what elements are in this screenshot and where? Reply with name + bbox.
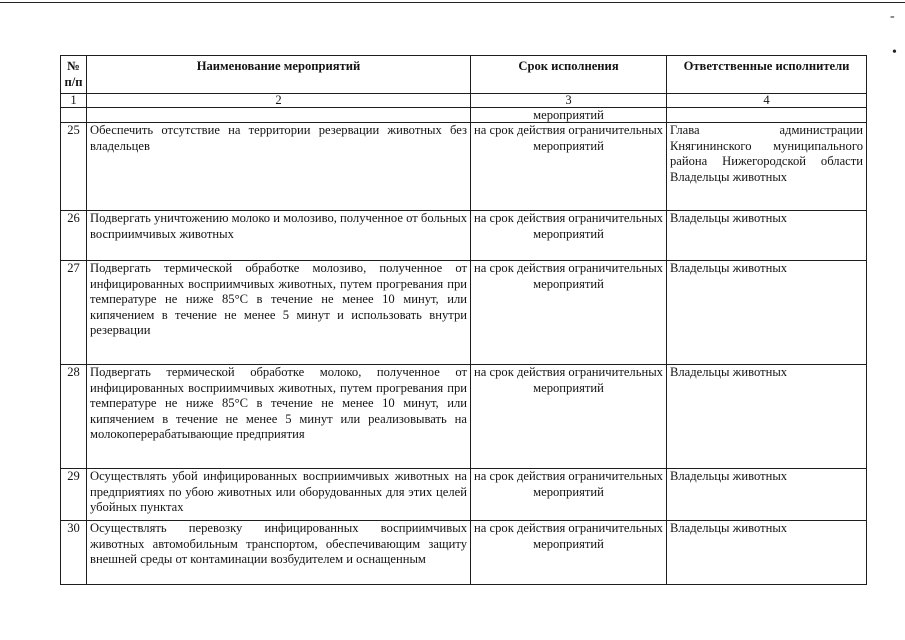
continuation-responsible <box>667 108 867 123</box>
row-responsible: Владельцы животных <box>667 261 867 365</box>
row-measure: Подвергать термической обработке молозиво, полученное от инфицированных восприимчивых животных, путем прогревания при температуре не ниже 85°C в течение не менее 10 минут, или кипячением в течение не менее 5 минут и использовать внутри резервации <box>87 261 471 365</box>
measures-table <box>60 55 867 585</box>
column-number: 4 <box>667 94 867 108</box>
row-term: на срок действия ограничительных мероприятий <box>471 261 667 365</box>
row-responsible: Глава администрации Княгининского муниципального района Нижегородской области Владельцы животных <box>667 123 867 211</box>
row-number: 26 <box>61 211 87 261</box>
row-measure: Подвергать уничтожению молоко и молозиво, полученное от больных восприимчивых животных <box>87 211 471 261</box>
row-responsible: Владельцы животных <box>667 365 867 469</box>
table-row <box>61 521 867 585</box>
table-row <box>61 123 867 211</box>
row-term: на срок действия ограничительных мероприятий <box>471 211 667 261</box>
row-measure <box>87 521 471 585</box>
row-measure-text: Осуществлять перевозку инфицированных восприимчивых животных автомобильным транспортом, обеспечивающим защиту внешней среды от контаминации возбудителем и оснащенным <box>90 521 467 567</box>
row-term: на срок действия ограничительных мероприятий <box>471 123 667 211</box>
continuation-name <box>87 108 471 123</box>
row-number: 29 <box>61 469 87 521</box>
column-numbers-row <box>61 94 867 108</box>
table-row <box>61 211 867 261</box>
row-number: 27 <box>61 261 87 365</box>
row-measure: Обеспечить отсутствие на территории резервации животных без владельцев <box>87 123 471 211</box>
header-responsible: Ответственные исполнители <box>667 56 867 94</box>
row-measure: Подвергать термической обработке молоко, полученное от инфицированных восприимчивых животных, путем прогревания при температуре не ниже 85°C в течение не менее 10 минут, или кипячением в течение не менее 5 минут или реализовывать на молокоперерабатывающие предприятия <box>87 365 471 469</box>
row-term: на срок действия ограничительных мероприятий <box>471 521 667 585</box>
table-row <box>61 261 867 365</box>
table-header-row <box>61 56 867 94</box>
row-responsible: Владельцы животных <box>667 521 867 585</box>
margin-dash-mark: - <box>890 9 895 24</box>
column-number: 2 <box>87 94 471 108</box>
continuation-num <box>61 108 87 123</box>
margin-dot-mark: • <box>892 45 897 60</box>
table-row <box>61 365 867 469</box>
column-number: 3 <box>471 94 667 108</box>
header-name: Наименование мероприятий <box>87 56 471 94</box>
row-term: на срок действия ограничительных мероприятий <box>471 365 667 469</box>
row-number: 25 <box>61 123 87 211</box>
continuation-term: мероприятий <box>471 108 667 123</box>
column-number: 1 <box>61 94 87 108</box>
row-responsible: Владельцы животных <box>667 469 867 521</box>
header-term: Срок исполнения <box>471 56 667 94</box>
row-number: 30 <box>61 521 87 585</box>
row-term: на срок действия ограничительных мероприятий <box>471 469 667 521</box>
page-top-rule <box>0 2 905 3</box>
table-row <box>61 469 867 521</box>
row-responsible: Владельцы животных <box>667 211 867 261</box>
row-number: 28 <box>61 365 87 469</box>
continuation-row <box>61 108 867 123</box>
header-num: № п/п <box>61 56 87 94</box>
row-measure: Осуществлять убой инфицированных восприимчивых животных на предприятиях по убою животных или оборудованных для этих целей убойных пунктах <box>87 469 471 521</box>
